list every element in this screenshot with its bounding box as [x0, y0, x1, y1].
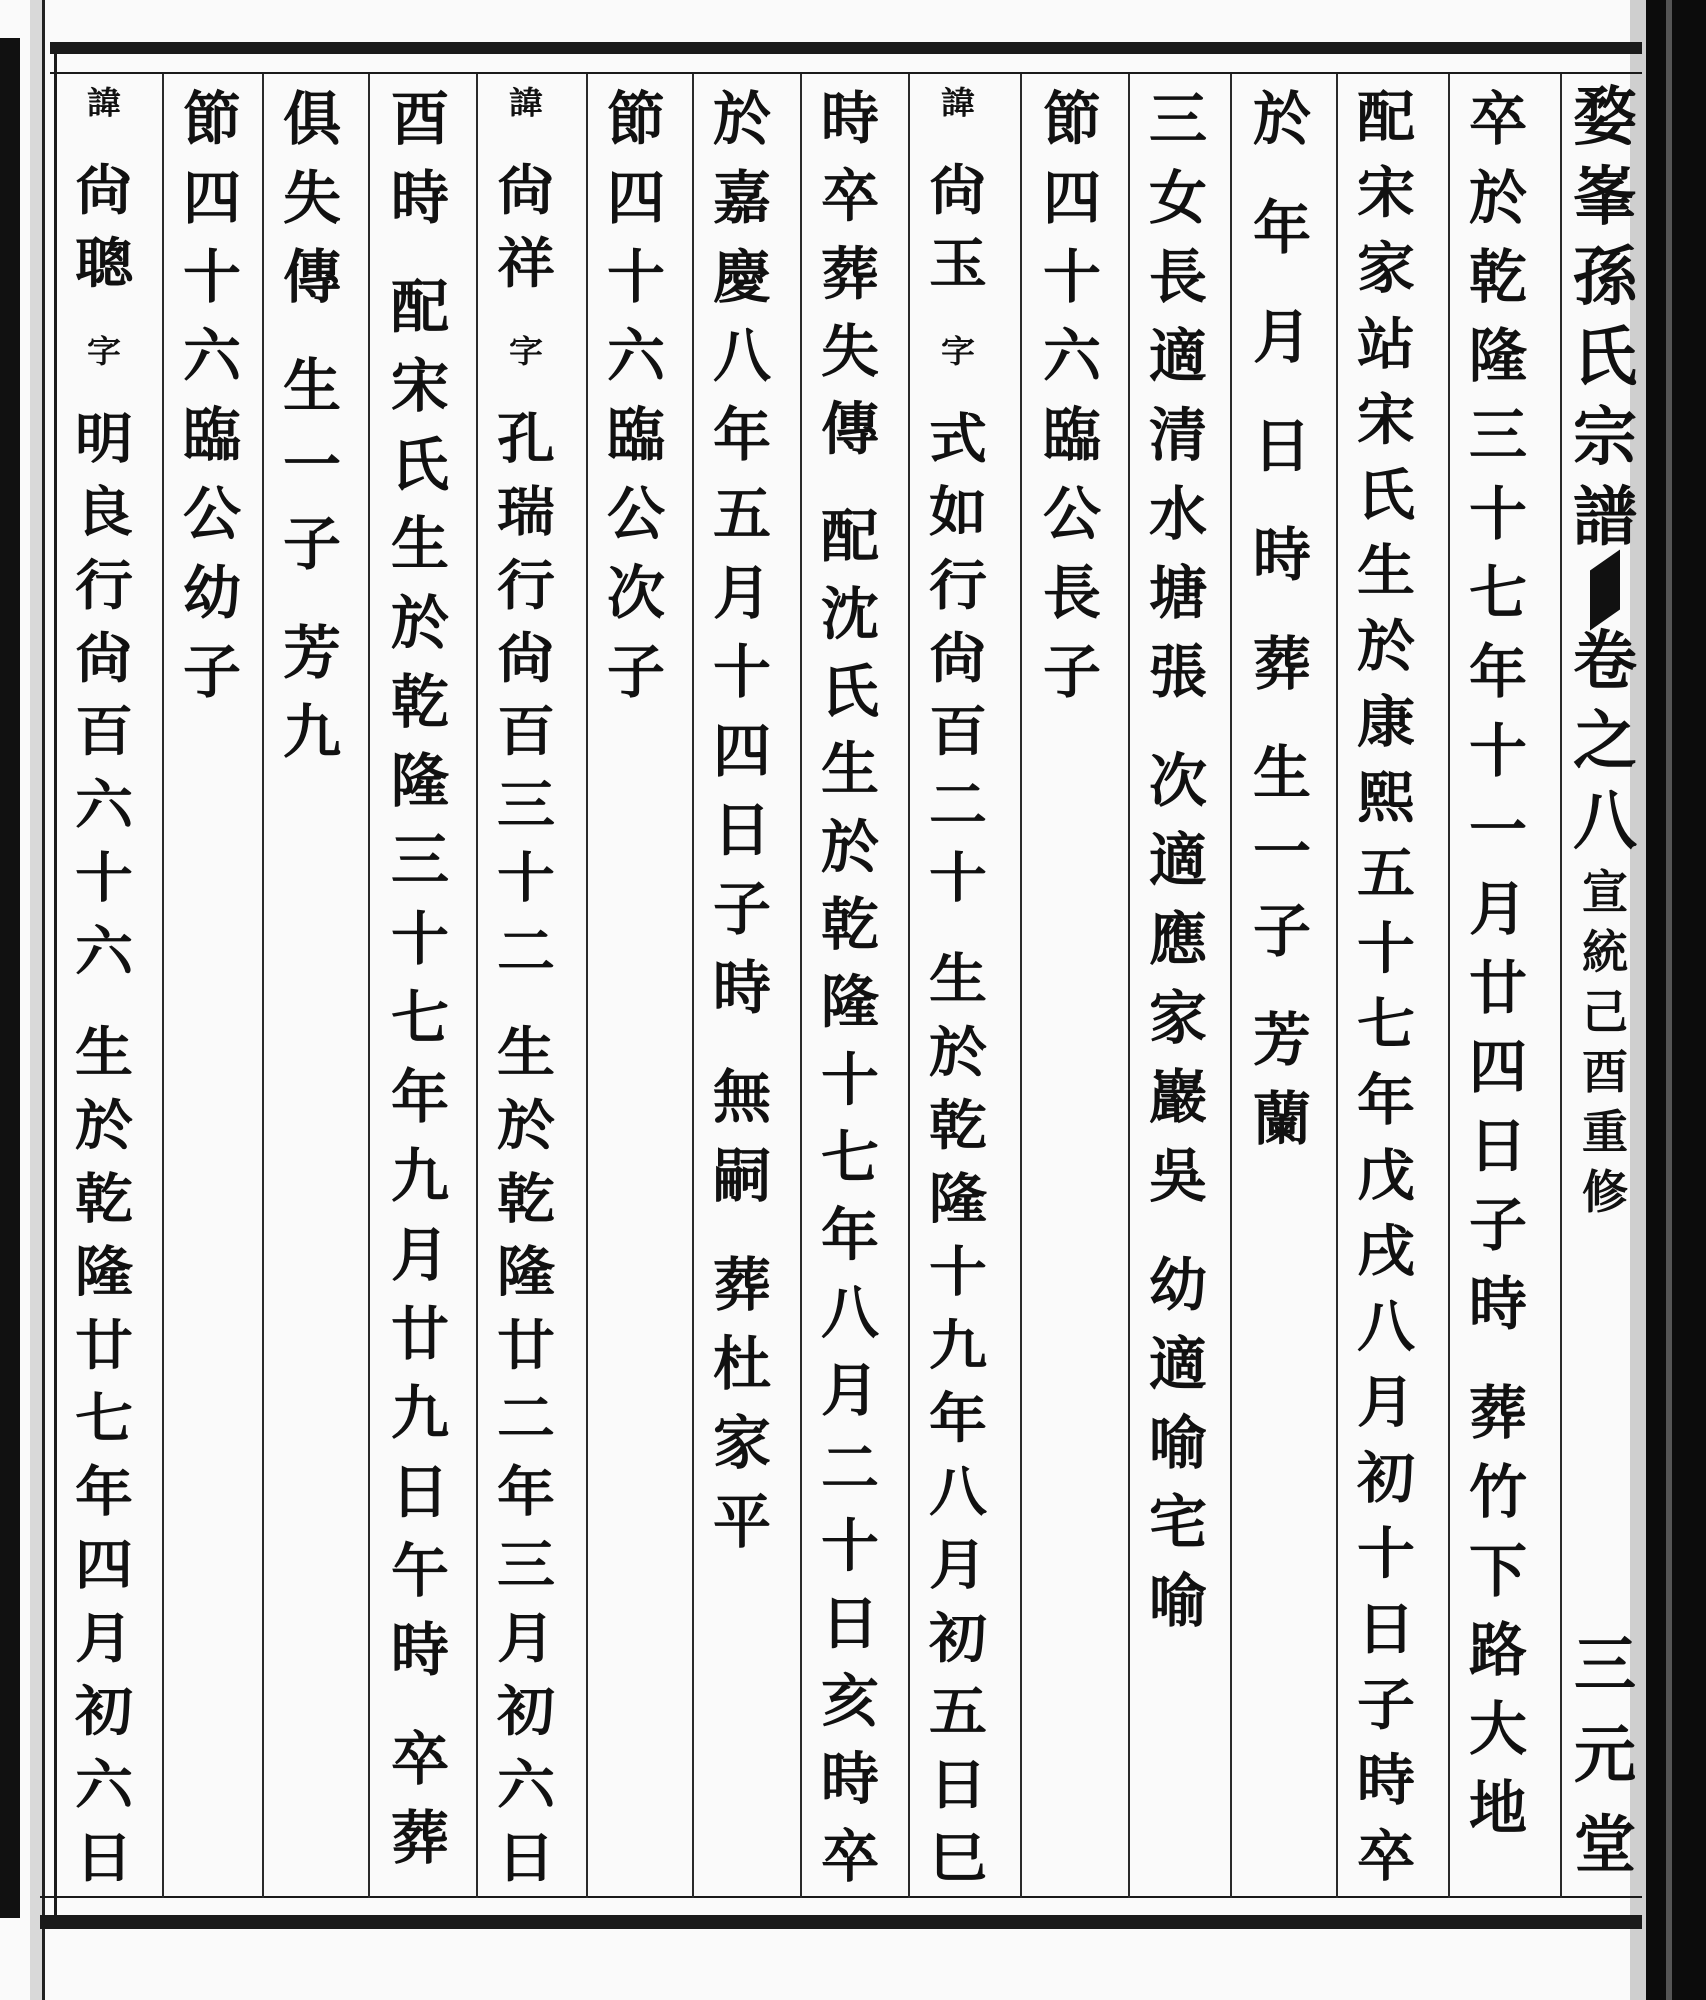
segment-gap	[1240, 595, 1324, 625]
segment-gap	[484, 301, 568, 329]
segment-gap	[1136, 712, 1220, 742]
column-rule	[1020, 74, 1022, 1898]
text-segment: 字	[87, 333, 121, 371]
text-segment: 生 於 乾 隆 十 九 年 八 月 初 五 日 巳	[928, 947, 987, 1890]
segment-gap	[378, 1690, 462, 1720]
segment-gap	[378, 238, 462, 268]
segment-gap	[916, 126, 1000, 154]
book-title-char: 氏	[1573, 320, 1637, 395]
segment-gap	[808, 468, 892, 497]
edition-note-char: 酉	[1582, 1045, 1628, 1099]
segment-gap	[700, 1216, 784, 1246]
book-title-char: 譜	[1573, 480, 1637, 555]
segment-gap	[484, 375, 568, 403]
column-rule	[1560, 74, 1562, 1898]
text-segment: 幼 適 喻 宅 喻	[1148, 1251, 1207, 1635]
text-segment: 月	[1252, 303, 1311, 371]
column-rule	[1230, 74, 1232, 1898]
book-title-char: 宗	[1573, 400, 1637, 475]
text-column	[1344, 80, 1428, 1894]
text-segment: 於	[1252, 85, 1311, 153]
edition-note-char: 統	[1582, 925, 1628, 979]
text-segment: 尙 祥	[496, 158, 555, 296]
hall-name: 三 元 堂	[1573, 1628, 1636, 1881]
text-segment: 孔 瑞 行 尙 百 三 十 二	[496, 407, 555, 983]
segment-gap	[1136, 1216, 1220, 1246]
edition-note-char: 修	[1582, 1165, 1628, 1219]
text-segment: 酉 時	[390, 85, 449, 232]
text-segment: 葬 杜 家 平	[712, 1251, 771, 1556]
column-rule	[262, 74, 264, 1898]
text-segment: 式 如 行 尙 百 二 十	[928, 407, 987, 910]
edition-note-char: 重	[1582, 1105, 1628, 1159]
text-segment: 節 四 十 六 臨 公 幼 子	[182, 85, 241, 706]
text-column	[700, 80, 784, 1562]
text-segment: 於 嘉 慶 八 年 五 月 十 四 日 子 時	[712, 85, 771, 1022]
edition-note-char: 宣	[1582, 865, 1628, 919]
text-column	[270, 80, 354, 772]
text-segment: 日	[1252, 412, 1311, 480]
book-title-char: 峯	[1573, 160, 1637, 235]
column-rule	[586, 74, 588, 1898]
text-segment: 節 四 十 六 臨 公 次 子	[606, 85, 665, 706]
segment-gap	[1240, 159, 1324, 189]
text-segment: 尙 玉	[928, 158, 987, 296]
text-segment: 諱	[941, 84, 975, 122]
text-segment: 配 沈 氏 生 於 乾 隆 十 七 年 八 月 二 十 日 亥 時 卒	[820, 502, 879, 1890]
text-segment: 芳 蘭	[1252, 1006, 1311, 1153]
text-segment: 配 宋 氏 生 於 乾 隆 三 十 七 年 九 月 廿 九 日 午 時	[390, 273, 449, 1684]
text-column	[1456, 80, 1540, 1848]
text-column	[1240, 80, 1324, 1159]
text-segment: 配 宋 家 站 宋 氏 生 於 康 熙 五 十 七 年 戊 戌 八 月 初 十 日 子 時 卒	[1356, 84, 1415, 1889]
volume-char: 八	[1573, 784, 1637, 859]
text-segment: 葬	[1252, 630, 1311, 698]
volume-char: 之	[1573, 704, 1637, 779]
binding-fold-line	[1666, 0, 1672, 2000]
text-column	[808, 80, 892, 1896]
frame-top-border	[50, 42, 1642, 54]
segment-gap	[270, 317, 354, 347]
frame-bottom-border	[40, 1915, 1642, 1929]
segment-gap	[916, 375, 1000, 403]
segment-gap	[484, 126, 568, 154]
frame-left-border	[54, 52, 57, 1922]
text-column	[62, 80, 146, 1895]
text-segment: 俱 失 傳	[282, 85, 341, 311]
text-segment: 次 適 應 家 巖 吳	[1148, 747, 1207, 1210]
frame-bottom-inner-line	[40, 1896, 1642, 1898]
text-column	[378, 80, 462, 1878]
frame-top-inner-line	[50, 72, 1642, 74]
text-segment: 字	[509, 333, 543, 371]
text-segment: 卒 於 乾 隆 三 十 七 年 十 一 月 廿 四 日 子 時	[1468, 85, 1527, 1338]
binding-fold-dark	[1646, 0, 1706, 2000]
left-page-margin	[30, 0, 42, 2000]
text-segment: 時	[1252, 521, 1311, 589]
segment-gap	[1240, 486, 1324, 516]
text-column	[170, 80, 254, 712]
column-rule	[1336, 74, 1338, 1898]
text-segment: 三 女 長 適 清 水 塘 張	[1148, 85, 1207, 706]
text-column	[484, 80, 568, 1895]
text-segment: 字	[941, 333, 975, 371]
text-segment: 芳 九	[282, 619, 341, 766]
text-segment: 無 嗣	[712, 1063, 771, 1210]
segment-gap	[484, 988, 568, 1016]
segment-gap	[270, 584, 354, 614]
text-segment: 生 於 乾 隆 廿 二 年 三 月 初 六 日	[496, 1020, 555, 1890]
page-header-column	[1570, 78, 1640, 1222]
text-segment: 生 於 乾 隆 廿 七 年 四 月 初 六 日	[74, 1020, 133, 1890]
column-rule	[1448, 74, 1450, 1898]
edition-note-char: 己	[1582, 985, 1628, 1039]
segment-gap	[1240, 971, 1324, 1001]
segment-gap	[62, 301, 146, 329]
column-rule	[368, 74, 370, 1898]
column-rule	[908, 74, 910, 1898]
text-segment: 諱	[87, 84, 121, 122]
text-column	[916, 80, 1000, 1895]
column-rule	[162, 74, 164, 1898]
column-rule	[692, 74, 694, 1898]
text-segment: 諱	[509, 84, 543, 122]
segment-gap	[62, 988, 146, 1016]
column-rule	[800, 74, 802, 1898]
segment-gap	[1240, 268, 1324, 298]
column-rule	[1128, 74, 1130, 1898]
book-title-char: 孫	[1573, 240, 1637, 315]
text-segment: 明 良 行 尙 百 六 十 六	[74, 407, 133, 983]
segment-gap	[62, 126, 146, 154]
text-segment: 葬 竹 下 路 大 地	[1468, 1379, 1527, 1842]
fish-tail-mark	[1590, 549, 1620, 630]
segment-gap	[700, 1028, 784, 1058]
segment-gap	[1456, 1344, 1540, 1374]
column-rule	[476, 74, 478, 1898]
text-segment: 尙 聰	[74, 158, 133, 296]
text-column	[594, 80, 678, 712]
text-column	[1030, 80, 1114, 712]
left-edge-line	[42, 0, 45, 2000]
segment-gap	[916, 915, 1000, 943]
text-segment: 生 一 子	[1252, 739, 1311, 965]
volume-char: 卷	[1573, 624, 1637, 699]
segment-gap	[1240, 704, 1324, 734]
left-page-edge	[0, 38, 20, 1918]
text-column	[1136, 80, 1220, 1641]
text-segment: 卒 葬	[390, 1725, 449, 1872]
text-segment: 年	[1252, 194, 1311, 262]
segment-gap	[62, 375, 146, 403]
text-segment: 時 卒 葬 失 傳	[820, 84, 879, 463]
text-segment: 生 一 子	[282, 352, 341, 578]
book-title-char: 婺	[1573, 80, 1637, 155]
text-segment: 節 四 十 六 臨 公 長 子	[1042, 85, 1101, 706]
segment-gap	[916, 301, 1000, 329]
segment-gap	[1240, 377, 1324, 407]
